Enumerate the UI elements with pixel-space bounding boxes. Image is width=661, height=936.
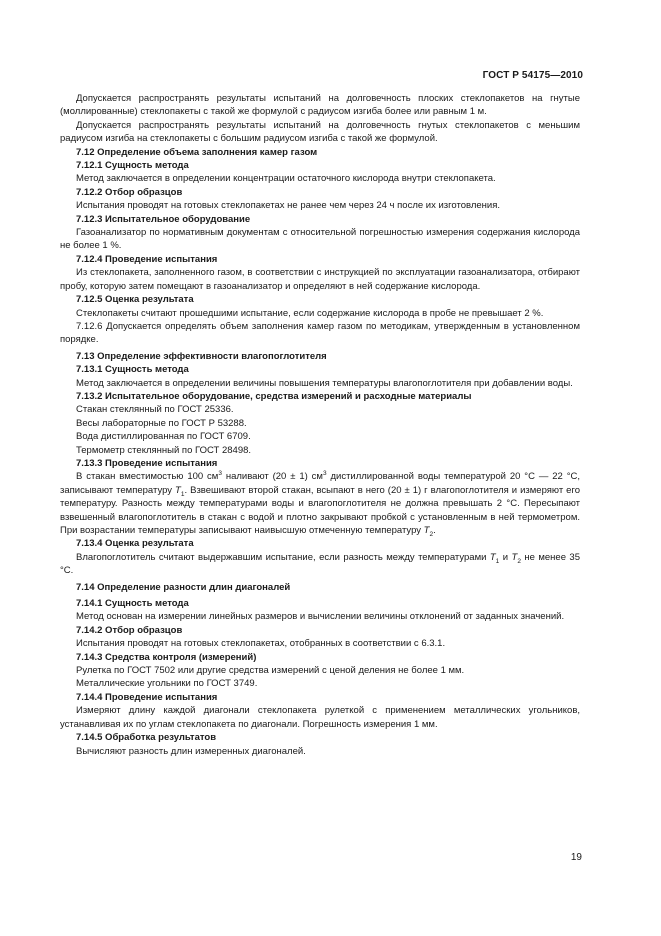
paragraph: Метод основан на измерении линейных размеров и вычислении величины отклонений от заданных значений. [76, 611, 565, 623]
list-item: Вода дистиллированная по ГОСТ 6709. [76, 431, 251, 443]
list-item: Рулетка по ГОСТ 7502 или другие средства измерений с ценой деления не более 1 мм. [76, 665, 465, 677]
section-heading-7-13: 7.13 Определение эффективности влагопоглотителя [76, 350, 327, 362]
paragraph: Допускается распространять результаты испытаний на долговечность гнутых стеклопакетов с меньшим радиусом изгиба на стеклопакеты с большим радиусом изгиба с такой же формулой. [60, 119, 580, 145]
subsection-heading: 7.12.4 Проведение испытания [76, 253, 218, 265]
list-item: Весы лабораторные по ГОСТ Р 53288. [76, 417, 247, 429]
subsection-heading: 7.12.1 Сущность метода [76, 160, 189, 172]
paragraph: Вычисляют разность длин измеренных диагоналей. [76, 745, 306, 757]
subsection-heading: 7.13.4 Оценка результата [76, 538, 194, 550]
paragraph: Испытания проводят на готовых стеклопакетах, отобранных в соответствии с 6.3.1. [76, 638, 446, 650]
subsection-heading: 7.12.2 Отбор образцов [76, 186, 183, 198]
paragraph-evaluation: Влагопоглотитель считают выдержавшим испытание, если разность между температурами $T_1$ и $T_2$ не менее 35 °С. [60, 551, 580, 577]
paragraph: Из стеклопакета, заполненного газом, в соответствии с инструкцией по эксплуатации газоанализатора, отбирают пробу, которую затем помещают в газоанализатор и определяют в ней содержание кислорода. [60, 267, 580, 292]
page-number: 19 [570, 852, 582, 863]
document-body [60, 92, 580, 758]
paragraph: Измеряют длину каждой диагонали стеклопакета рулеткой с применением металлических угольников, устанавливая их по углам стеклопакета по диагонали. Погрешность измерения 1 мм. [60, 705, 580, 730]
paragraph: Газоанализатор по нормативным документам с относительной погрешностью измерения содержания кислорода не более 1 %. [60, 227, 580, 252]
subsection-heading: 7.14.4 Проведение испытания [76, 691, 218, 703]
document-id-header: ГОСТ Р 54175—2010 [482, 70, 583, 81]
paragraph: Метод заключается в определении величины повышения температуры влагопоглотителя при добавлении воды. [76, 377, 573, 389]
subsection-heading: 7.14.3 Средства контроля (измерений) [76, 651, 257, 663]
list-item: Металлические угольники по ГОСТ 3749. [76, 678, 258, 690]
paragraph-procedure: В стакан вместимостью 100 $см^3$ наливают (20 ± 1) $см^3$ дистиллированной воды температурой 20 °С — 22 °С, записывают температуру $T_1$. Взвешивают второй стакан, всыпают в него (20 ± 1) г влагопоглотителя и измеряют его температуру. Разность между температурами воды и влагопоглотителя не должна превышать 2 °С. Пересыпают взвешенный влагопоглотитель в стакан с водой и плотно закрывают пробкой с установленным в ней термометром. При возрастании температуры записывают наивысшую отмеченную температуру $T_2$. [60, 470, 580, 538]
subsection-heading: 7.13.2 Испытательное оборудование, средства измерений и расходные материалы [76, 390, 472, 402]
paragraph: Допускается распространять результаты испытаний на долговечность плоских стеклопакетов на гнутые (моллированные) стеклопакеты с такой же формулой с радиусом изгиба более или равным 1 м. [60, 93, 580, 118]
subsection-heading: 7.14.1 Сущность метода [76, 598, 189, 610]
subsection-heading: 7.14.2 Отбор образцов [76, 624, 183, 636]
subsection-heading: 7.14.5 Обработка результатов [76, 732, 217, 744]
list-item: Стакан стеклянный по ГОСТ 25336. [76, 404, 234, 416]
paragraph: Испытания проводят на готовых стеклопакетах не ранее чем через 24 ч после их изготовления. [76, 200, 500, 212]
subsection-heading: 7.13.1 Сущность метода [76, 364, 189, 376]
paragraph: 7.12.6 Допускается определять объем заполнения камер газом по методикам, утвержденным в установленном порядке. [60, 320, 580, 346]
list-item: Термометр стеклянный по ГОСТ 28498. [76, 444, 252, 456]
subsection-heading: 7.12.3 Испытательное оборудование [76, 213, 251, 225]
section-heading-7-12: 7.12 Определение объема заполнения камер газом [76, 146, 318, 158]
paragraph: Метод заключается в определении концентрации остаточного кислорода внутри стеклопакета. [76, 173, 496, 185]
paragraph: Стеклопакеты считают прошедшими испытание, если содержание кислорода в пробе не превышает 2 %. [76, 307, 544, 319]
section-heading-7-14: 7.14 Определение разности длин диагоналей [76, 581, 291, 593]
subsection-heading: 7.13.3 Проведение испытания [76, 457, 218, 469]
subsection-heading: 7.12.5 Оценка результата [76, 294, 194, 306]
